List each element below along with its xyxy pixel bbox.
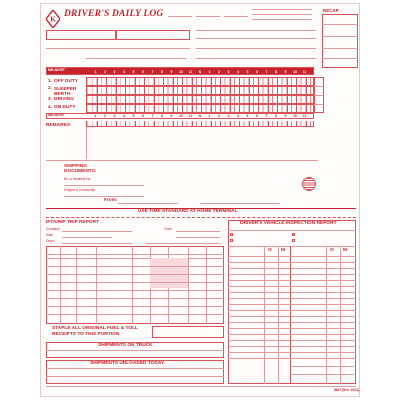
- hour-tick: [249, 78, 250, 85]
- hour-tick: [125, 78, 126, 85]
- driver-signature-line[interactable]: [196, 58, 316, 59]
- truck-tractor-line[interactable]: [46, 48, 190, 49]
- hour-tick: [182, 87, 183, 94]
- hour-label-bottom: 1: [94, 114, 97, 118]
- hour-tick: [287, 105, 288, 112]
- hour-label: 2: [104, 69, 106, 74]
- hour-label-bottom: 6: [256, 114, 258, 118]
- inspection-title: DRIVER'S VEHICLE INSPECTION REPORT: [240, 221, 337, 226]
- bl-manifest-line[interactable]: [64, 185, 144, 186]
- hour-tick: [211, 121, 212, 126]
- hour-tick: [125, 96, 126, 103]
- hour-label-bottom: 10: [179, 114, 183, 118]
- original-copy-line: [252, 9, 312, 10]
- hour-label-bottom: 3: [113, 114, 116, 118]
- shipper-commodity-label: Shipper & Commodity: [64, 188, 96, 192]
- hour-tick: [97, 78, 98, 85]
- hour-label: 7: [151, 69, 154, 74]
- hour-label-bottom: 2: [218, 114, 220, 118]
- hour-tick: [268, 105, 269, 112]
- recap-divider: [322, 48, 358, 49]
- shipping-documents-label: SHIPPING DOCUMENTS:: [64, 164, 97, 175]
- hour-label-bottom: 8: [275, 114, 277, 118]
- recap-divider: [322, 24, 358, 25]
- shipments-unloaded-title: SHIPMENTS UNLOADED TODAY: [90, 361, 165, 366]
- mechanic-signature-line[interactable]: [292, 366, 354, 367]
- status-row-number: 1.: [48, 79, 53, 84]
- hour-tick: [239, 87, 240, 94]
- hour-tick: [182, 121, 183, 126]
- off-duty-grid-row[interactable]: [86, 77, 314, 86]
- sleeper-berth-grid-row[interactable]: [86, 86, 314, 95]
- hour-tick: [135, 96, 136, 103]
- hour-tick: [154, 96, 155, 103]
- hour-tick: [154, 121, 155, 126]
- hour-label: 5: [132, 69, 135, 74]
- origin-label: Origin: [46, 239, 55, 243]
- hour-tick: [182, 105, 183, 112]
- inspection-divider: [340, 246, 341, 384]
- hour-tick: [306, 87, 307, 94]
- hour-tick: [97, 96, 98, 103]
- hour-tick: [163, 87, 164, 94]
- midnight-label-bottom: MID-NIGHT: [48, 113, 65, 117]
- remarks-divider: [86, 127, 87, 159]
- defects-checkbox[interactable]: [230, 239, 233, 242]
- inspection-divider: [228, 268, 356, 269]
- total-hours-divider: [314, 95, 324, 96]
- date-label: Date: [46, 233, 53, 237]
- hour-tick: [106, 96, 107, 103]
- status-row-number: 2.: [48, 86, 53, 91]
- hour-tick: [230, 121, 231, 126]
- hour-tick: [268, 87, 269, 94]
- remarks-label: REMARKS: [46, 123, 71, 128]
- inspection-divider: [264, 246, 265, 384]
- hour-label: 3: [227, 69, 230, 74]
- inspection-divider: [228, 256, 356, 257]
- hour-tick: [173, 96, 174, 103]
- form-title: DRIVER'S DAILY LOG: [64, 9, 164, 19]
- hour-tick: [182, 78, 183, 85]
- hour-tick: [144, 96, 145, 103]
- inspection-divider: [290, 246, 291, 384]
- recap-divider: [322, 36, 358, 37]
- status-driving-label: DRIVING: [54, 97, 74, 102]
- hour-tick: [258, 78, 259, 85]
- hour-tick: [296, 105, 297, 112]
- hour-tick: [306, 96, 307, 103]
- truck-label: Truck: [164, 227, 172, 231]
- total-miles-driving-today-box[interactable]: [46, 30, 116, 40]
- hour-label-bottom: 5: [132, 114, 135, 118]
- hour-tick: [268, 96, 269, 103]
- hour-tick: [287, 78, 288, 85]
- hour-tick: [268, 121, 269, 126]
- hour-label: 8: [161, 69, 163, 74]
- receipt-totals-box[interactable]: [152, 326, 224, 338]
- dot-seal-icon: [302, 177, 316, 191]
- hour-tick: [125, 121, 126, 126]
- hour-tick: [154, 105, 155, 112]
- inspection-divider: [228, 340, 356, 341]
- hour-label-bottom: N: [198, 114, 202, 118]
- hour-label-bottom: 6: [142, 114, 144, 118]
- inspection-divider: [228, 346, 356, 347]
- table-line: [46, 368, 224, 369]
- table-line: [46, 266, 224, 267]
- hour-tick: [258, 121, 259, 126]
- table-line: [46, 376, 224, 377]
- hour-tick: [239, 121, 240, 126]
- date-line[interactable]: [62, 237, 112, 238]
- staple-receipts-notice: STAPLE ALL ORIGINAL FUEL & TOLL RECEIPTS TO THIS PORTION: [52, 326, 138, 337]
- hour-tick: [230, 105, 231, 112]
- inspection-divider: [228, 298, 356, 299]
- hour-tick: [135, 78, 136, 85]
- hour-label: 6: [142, 69, 144, 74]
- hour-tick: [116, 87, 117, 94]
- inspection-divider: [326, 246, 327, 384]
- hour-tick: [249, 96, 250, 103]
- table-line: [46, 254, 224, 255]
- hour-label-bottom: 10: [293, 114, 297, 118]
- hour-tick: [277, 105, 278, 112]
- hour-tick: [192, 78, 193, 85]
- date-month-line[interactable]: [168, 16, 192, 17]
- hour-tick: [116, 105, 117, 112]
- table-line: [96, 246, 97, 324]
- on-duty-grid-row[interactable]: [86, 104, 314, 113]
- hour-tick: [287, 96, 288, 103]
- hour-label: 11: [302, 69, 307, 74]
- recap-heading: RECAP: [323, 8, 339, 13]
- status-on-duty-label: ON DUTY: [54, 105, 76, 110]
- hour-tick: [154, 87, 155, 94]
- inspection-divider: [228, 334, 356, 335]
- hour-tick: [192, 87, 193, 94]
- footer-divider: [46, 386, 356, 387]
- hour-tick: [277, 78, 278, 85]
- shipper-commodity-line[interactable]: [64, 196, 144, 197]
- hour-tick: [116, 121, 117, 126]
- from-line[interactable]: [118, 203, 178, 204]
- hour-label-bottom: 7: [151, 114, 154, 118]
- hour-tick: [201, 105, 202, 112]
- hour-tick: [173, 78, 174, 85]
- inspection-divider: [228, 246, 356, 247]
- total-mileage-today-box[interactable]: [116, 30, 190, 40]
- hour-tick: [258, 87, 259, 94]
- company-label: Company: [46, 227, 60, 231]
- hour-tick: [106, 78, 107, 85]
- hour-label: 5: [246, 69, 249, 74]
- hour-label-bottom: 7: [265, 114, 268, 118]
- status-sleeper-berth-label: SLEEPER BERTH: [54, 87, 77, 98]
- hour-label: 3: [113, 69, 116, 74]
- hour-tick: [277, 121, 278, 126]
- hour-tick: [106, 105, 107, 112]
- inspection-divider: [228, 304, 356, 305]
- total-hours-divider: [314, 86, 324, 87]
- hour-label-bottom: 2: [104, 114, 106, 118]
- hour-tick: [268, 78, 269, 85]
- hour-tick: [249, 105, 250, 112]
- hour-tick: [220, 96, 221, 103]
- hour-tick: [135, 105, 136, 112]
- hour-tick: [211, 87, 212, 94]
- table-line: [46, 274, 224, 275]
- inspection-divider: [228, 358, 356, 359]
- main-office-address-line[interactable]: [196, 38, 316, 39]
- hour-tick: [220, 105, 221, 112]
- inspection-col-m-right: M: [343, 248, 347, 253]
- hour-tick: [106, 121, 107, 126]
- mechanic-satisfactory-checkbox[interactable]: [292, 233, 295, 236]
- inspection-divider: [228, 262, 356, 263]
- carrier-name-line[interactable]: [196, 30, 316, 31]
- hour-label: 10: [179, 69, 183, 74]
- company-line[interactable]: [62, 231, 132, 232]
- home-terminal-notice: USE TIME STANDARD AT HOME TERMINAL: [138, 209, 238, 214]
- inspection-divider: [228, 328, 356, 329]
- hour-tick: [116, 78, 117, 85]
- hour-tick: [163, 105, 164, 112]
- hour-tick: [201, 96, 202, 103]
- hour-tick: [230, 87, 231, 94]
- hour-tick: [182, 96, 183, 103]
- table-line: [46, 282, 224, 283]
- hour-tick: [287, 87, 288, 94]
- hour-tick: [296, 121, 297, 126]
- table-line: [46, 350, 224, 351]
- duplicate-copy-line: [252, 14, 312, 15]
- hour-tick: [287, 121, 288, 126]
- hour-label: 10: [293, 69, 297, 74]
- hour-label: 4: [123, 69, 125, 74]
- table-line: [46, 258, 224, 259]
- hour-tick: [258, 105, 259, 112]
- hour-tick: [220, 121, 221, 126]
- form-number: 8647 (Rev. 10/11): [334, 388, 360, 392]
- hour-tick: [135, 121, 136, 126]
- hour-tick: [306, 105, 307, 112]
- inspection-divider: [228, 316, 356, 317]
- hour-tick: [135, 87, 136, 94]
- hour-label-bottom: 4: [123, 114, 125, 118]
- status-off-duty-label: OFF DUTY: [54, 79, 78, 84]
- hour-label: 11: [188, 69, 193, 74]
- hour-tick: [296, 78, 297, 85]
- hour-tick: [201, 78, 202, 85]
- hour-tick: [97, 121, 98, 126]
- inspection-divider: [228, 230, 356, 231]
- hour-label-bottom: 9: [170, 114, 173, 118]
- hour-tick: [192, 96, 193, 103]
- mechanic-defects-checkbox[interactable]: [292, 239, 295, 242]
- hour-tick: [144, 78, 145, 85]
- hour-tick: [173, 87, 174, 94]
- hour-tick: [97, 105, 98, 112]
- hour-label: N: [198, 69, 202, 74]
- hour-label-bottom: 3: [227, 114, 230, 118]
- hour-tick: [306, 78, 307, 85]
- hour-tick: [239, 105, 240, 112]
- date-year-line[interactable]: [224, 16, 248, 17]
- remarks-tick-row: [86, 121, 314, 127]
- hour-label: 9: [284, 69, 287, 74]
- hour-label-bottom: 9: [284, 114, 287, 118]
- recap-divider: [322, 58, 358, 59]
- hour-tick: [125, 105, 126, 112]
- hour-tick: [106, 87, 107, 94]
- hour-label-bottom: 8: [161, 114, 163, 118]
- hour-tick: [173, 121, 174, 126]
- total-hours-divider: [314, 104, 324, 105]
- date-day-line[interactable]: [196, 16, 220, 17]
- hour-label: 8: [275, 69, 277, 74]
- table-line: [46, 306, 224, 307]
- vehicle-inspection-panel: [228, 220, 356, 384]
- hour-tick: [230, 78, 231, 85]
- hour-tick: [211, 105, 212, 112]
- origin-line[interactable]: [62, 243, 132, 244]
- hour-tick: [258, 96, 259, 103]
- copy-note-line: [252, 19, 312, 20]
- company-logo-icon: [46, 10, 60, 28]
- hour-tick: [220, 78, 221, 85]
- destination-line[interactable]: [146, 243, 220, 244]
- bl-manifest-label: B/L or Manifest No.: [64, 177, 92, 181]
- hour-label-bottom: 4: [237, 114, 239, 118]
- inspection-divider: [228, 286, 356, 287]
- hour-tick: [97, 87, 98, 94]
- hour-tick: [144, 87, 145, 94]
- hour-tick: [211, 78, 212, 85]
- hour-label-bottom: 11: [188, 114, 193, 118]
- driver-signature-line-lower[interactable]: [292, 374, 354, 375]
- table-line: [188, 246, 189, 324]
- hour-tick: [239, 96, 240, 103]
- svg-text:K: K: [50, 15, 56, 24]
- hour-tick: [296, 96, 297, 103]
- inspection-divider: [228, 352, 356, 353]
- hour-label: 7: [265, 69, 268, 74]
- tear-line: [46, 217, 356, 218]
- inspection-divider: [278, 246, 279, 384]
- inspection-divider: [228, 274, 356, 275]
- hour-label: 1: [94, 69, 97, 74]
- inspection-divider: [228, 292, 356, 293]
- hour-tick: [277, 87, 278, 94]
- table-line: [132, 246, 133, 324]
- trailer-line[interactable]: [176, 237, 220, 238]
- to-line[interactable]: [200, 203, 280, 204]
- hour-label: 1: [208, 69, 211, 74]
- fuel-shaded-cells: [150, 258, 188, 288]
- hour-tick: [296, 87, 297, 94]
- hour-label-bottom: 11: [302, 114, 307, 118]
- inspection-divider: [228, 310, 356, 311]
- co-driver-line[interactable]: [86, 58, 186, 59]
- hour-tick: [249, 87, 250, 94]
- hour-tick: [116, 96, 117, 103]
- home-terminal-address-line[interactable]: [196, 48, 316, 49]
- hour-tick: [201, 121, 202, 126]
- recap-panel: [322, 14, 358, 68]
- hour-label: 4: [237, 69, 239, 74]
- inspection-col-m: M: [281, 248, 285, 253]
- hour-label-bottom: 1: [208, 114, 211, 118]
- table-line: [46, 290, 224, 291]
- inspection-divider: [228, 280, 356, 281]
- hour-tick: [249, 121, 250, 126]
- hour-tick: [192, 105, 193, 112]
- table-line: [46, 314, 224, 315]
- hour-label: 2: [218, 69, 220, 74]
- midnight-label-top: MID-NIGHT: [48, 68, 65, 72]
- table-line: [60, 246, 61, 324]
- table-line: [46, 298, 224, 299]
- hour-tick: [192, 121, 193, 126]
- truck-line[interactable]: [176, 231, 220, 232]
- hour-tick: [163, 78, 164, 85]
- from-label: From:: [104, 198, 118, 203]
- inspection-col-o-right: O: [330, 248, 334, 253]
- hour-label-bottom: 5: [246, 114, 249, 118]
- hour-tick: [277, 96, 278, 103]
- satisfactory-checkbox[interactable]: [230, 233, 233, 236]
- table-line: [206, 246, 207, 324]
- hour-tick: [201, 87, 202, 94]
- remarks-divider: [46, 160, 318, 161]
- inspection-divider: [228, 322, 356, 323]
- shipments-on-truck-title: SHIPMENTS ON TRUCK: [98, 343, 153, 348]
- inspection-col-o: O: [268, 248, 272, 253]
- hour-tick: [211, 96, 212, 103]
- hour-tick: [154, 78, 155, 85]
- status-row-number: 4.: [48, 105, 53, 110]
- hour-tick: [230, 96, 231, 103]
- status-row-number: 3.: [48, 97, 53, 102]
- hour-tick: [144, 105, 145, 112]
- hour-tick: [306, 121, 307, 126]
- hour-label: 9: [170, 69, 173, 74]
- hour-tick: [125, 87, 126, 94]
- hour-label: 6: [256, 69, 258, 74]
- driving-grid-row[interactable]: [86, 95, 314, 104]
- hour-tick: [220, 87, 221, 94]
- hour-tick: [163, 121, 164, 126]
- hour-tick: [163, 96, 164, 103]
- table-line: [76, 246, 77, 324]
- hour-tick: [173, 105, 174, 112]
- ifta-title: IFTA/RIP TRIP REPORT: [46, 220, 100, 225]
- hour-tick: [144, 121, 145, 126]
- hour-tick: [239, 78, 240, 85]
